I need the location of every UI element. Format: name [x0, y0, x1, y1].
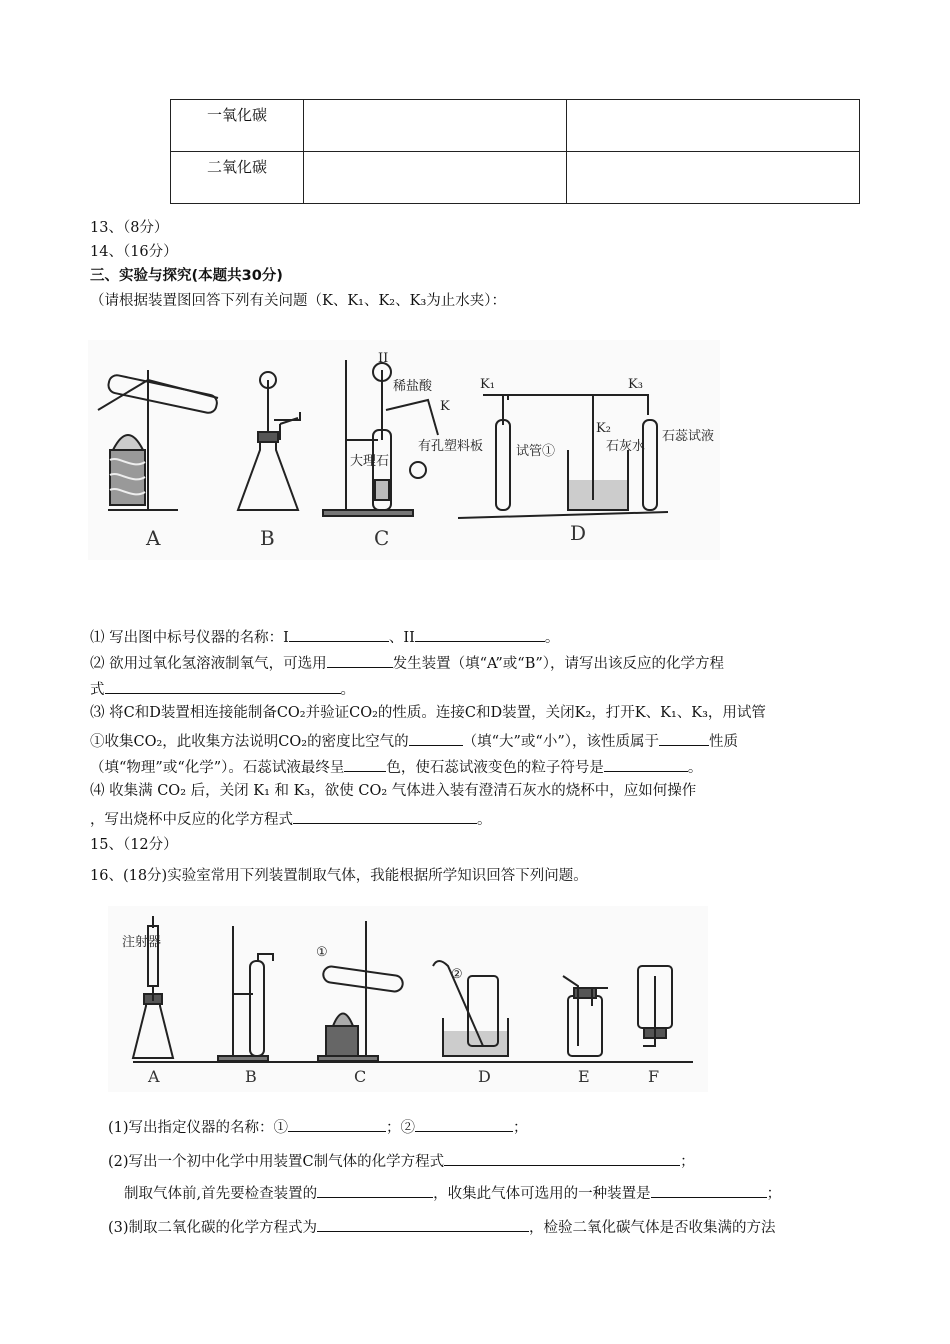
table-cell — [567, 152, 860, 204]
q14-part3-line1: ⑶ 将C和D装置相连接能制备CO₂并验证CO₂的性质。连接C和D装置，关闭K₂，打开K、K₁、K₃，用试管 — [90, 705, 766, 721]
answer-blank[interactable] — [327, 651, 393, 668]
label-b: B — [245, 1067, 257, 1086]
q14-part3-text: 。 — [687, 760, 703, 776]
q16-part2-text: (2)写出一个初中化学中用装置C制气体的化学方程式 — [108, 1154, 445, 1170]
label-d-k2: K₂ — [596, 421, 611, 436]
answer-blank[interactable] — [415, 1115, 513, 1132]
q14-part2-text: ⑵ 欲用过氧化氢溶液制氧气，可选用 — [90, 656, 327, 672]
label-mark-1: ① — [316, 945, 328, 960]
q16-part2-text: ； — [766, 1186, 782, 1202]
answer-blank[interactable] — [293, 807, 477, 824]
q14-part3-line3 — [90, 755, 702, 778]
question-15: 15、（12分） — [90, 837, 178, 853]
label-d-lime: 石灰水 — [606, 439, 646, 454]
label-mark-2: ② — [451, 967, 463, 982]
label-a: A — [148, 1067, 160, 1086]
label-syringe: 注射器 — [122, 935, 162, 950]
q16-part3-text: ，检验二氧化碳气体是否收集满的方法 — [529, 1220, 776, 1236]
section-intro: （请根据装置图回答下列有关问题（K、K₁、K₂、K₃为止水夹）： — [90, 293, 507, 309]
table-cell-name: 一氧化碳 — [171, 100, 304, 152]
q14-part2-line1 — [90, 651, 724, 674]
label-d-tube: 试管① — [516, 444, 556, 459]
answer-blank[interactable] — [659, 729, 709, 746]
table-cell — [567, 100, 860, 152]
table-cell-name: 二氧化碳 — [171, 152, 304, 204]
answer-blank[interactable] — [415, 625, 545, 642]
apparatus-figure-1 — [88, 340, 720, 560]
q14-part4-line2 — [90, 807, 492, 830]
q14-part3-text: 性质 — [709, 734, 738, 750]
q16-part1-text: ；② — [386, 1120, 416, 1136]
label-c-board: 有孔塑料板 — [418, 439, 484, 454]
answer-blank[interactable] — [444, 1149, 680, 1166]
label-d-k1: K₁ — [480, 377, 495, 392]
label-d: D — [570, 521, 587, 545]
answer-blank[interactable] — [288, 1115, 386, 1132]
answer-blank[interactable] — [409, 729, 463, 746]
label-d-litmus: 石蕊试液 — [662, 429, 715, 444]
table-row — [171, 100, 860, 152]
q14-part3-text: 色，使石蕊试液变色的粒子符号是 — [386, 760, 604, 776]
label-d-k3: K₃ — [628, 377, 643, 392]
q14-part3-line2 — [90, 729, 738, 752]
section-heading: 三、实验与探究(本题共30分) — [90, 268, 283, 284]
question-13: 13、（8分） — [90, 220, 169, 236]
q16-part1 — [108, 1115, 528, 1138]
q16-part2-text: ，收集此气体可选用的一种装置是 — [433, 1186, 651, 1202]
q14-part1-text: 。 — [544, 630, 560, 646]
label-e: E — [578, 1067, 590, 1086]
q14-part1-text: 、II — [388, 630, 415, 646]
apparatus-figure-2 — [108, 906, 708, 1092]
answer-blank[interactable] — [317, 1181, 433, 1198]
question-16: 16、(18分)实验室常用下列装置制取气体，我能根据所学知识回答下列问题。 — [90, 868, 588, 884]
q14-part2-text: 。 — [340, 682, 355, 698]
answer-blank[interactable] — [344, 755, 386, 772]
answer-blank[interactable] — [289, 625, 389, 642]
label-c-ii: II — [378, 351, 389, 366]
answer-blank[interactable] — [604, 755, 688, 772]
q16-part3 — [108, 1215, 776, 1238]
q14-part2-text: 式 — [90, 682, 105, 698]
q14-part2-line2 — [90, 677, 355, 700]
q14-part4-line1: ⑷ 收集满 CO₂ 后，关闭 K₁ 和 K₃，欲使 CO₂ 气体进入装有澄清石灰水的烧杯中，应如何操作 — [90, 783, 697, 799]
q14-part3-text: （填“物理”或“化学”）。石蕊试液最终呈 — [90, 760, 345, 776]
label-d: D — [478, 1067, 491, 1086]
label-c: C — [354, 1067, 367, 1086]
q16-part1-text: ； — [513, 1120, 528, 1136]
q16-part2-text: ； — [680, 1154, 695, 1170]
label-c: C — [374, 526, 390, 550]
label-a: A — [146, 526, 161, 550]
question-14: 14、（16分） — [90, 244, 178, 260]
label-b: B — [260, 526, 275, 550]
q14-part3-text: ①收集CO₂，此收集方法说明CO₂的密度比空气的 — [90, 734, 409, 750]
label-c-acid: 稀盐酸 — [393, 379, 433, 394]
q16-part2-text: 制取气体前,首先要检查装置的 — [124, 1186, 318, 1202]
table-cell — [304, 100, 567, 152]
q16-part3-text: (3)制取二氧化碳的化学方程式为 — [108, 1220, 318, 1236]
q16-part2-line1 — [108, 1149, 695, 1172]
table-cell — [304, 152, 567, 204]
q16-part2-line2 — [124, 1181, 781, 1204]
gas-table — [170, 99, 860, 204]
q14-part1-text: ⑴ 写出图中标号仪器的名称：I — [90, 630, 289, 646]
label-f: F — [648, 1067, 660, 1086]
q14-part2-text: 发生装置（填“A”或“B”），请写出该反应的化学方程 — [392, 656, 725, 672]
answer-blank[interactable] — [105, 677, 341, 694]
q14-part3-text: （填“大”或“小”），该性质属于 — [462, 734, 659, 750]
answer-blank[interactable] — [651, 1181, 767, 1198]
table-row — [171, 152, 860, 204]
q16-part1-text: (1)写出指定仪器的名称：① — [108, 1120, 289, 1136]
label-c-marble: 大理石 — [350, 454, 390, 469]
answer-blank[interactable] — [317, 1215, 529, 1232]
q14-part1 — [90, 625, 559, 648]
q14-part4-text: ，写出烧杯中反应的化学方程式 — [90, 812, 293, 828]
label-c-k: K — [440, 399, 450, 414]
q14-part4-text: 。 — [477, 812, 492, 828]
